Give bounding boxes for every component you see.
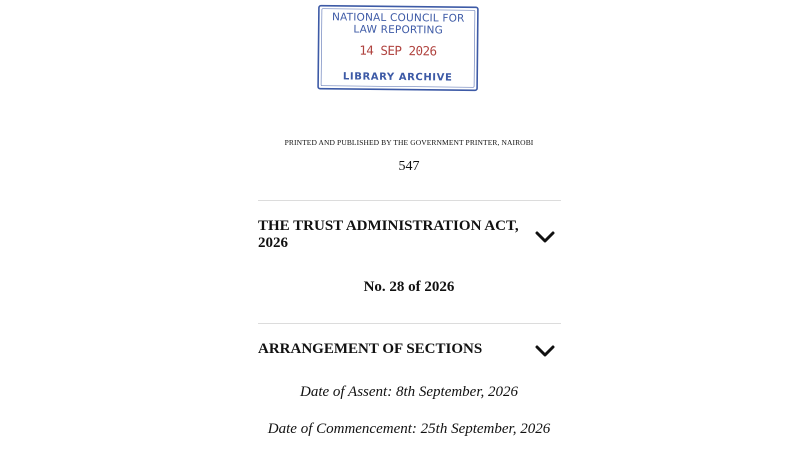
stamp-line-3: LIBRARY ARCHIVE: [342, 71, 453, 84]
stamp-line-2: LAW REPORTING: [353, 23, 444, 37]
library-archive-stamp: [317, 4, 480, 92]
section-arrangement[interactable]: [258, 341, 561, 358]
arrangement-title: ARRANGEMENT OF SECTIONS: [258, 341, 483, 357]
chevron-down-icon[interactable]: [535, 344, 555, 358]
page-number: 547: [398, 159, 420, 174]
date-of-assent: Date of Assent: 8th September, 2026: [299, 384, 519, 400]
stamp-date: 14 SEP 2026: [359, 42, 437, 59]
act-title: THE TRUST ADMINISTRATION ACT, 2026: [258, 218, 519, 251]
date-of-commencement: Date of Commencement: 25th September, 2026: [267, 421, 551, 437]
printer-line: PRINTED AND PUBLISHED BY THE GOVERNMENT PRINTER, NAIROBI: [284, 138, 534, 147]
chevron-down-icon[interactable]: [535, 230, 555, 244]
divider: [258, 200, 561, 201]
section-act-title[interactable]: [258, 218, 561, 252]
stamp-line-1: NATIONAL COUNCIL FOR: [331, 11, 465, 25]
act-number: No. 28 of 2026: [363, 279, 455, 295]
divider: [258, 323, 561, 324]
